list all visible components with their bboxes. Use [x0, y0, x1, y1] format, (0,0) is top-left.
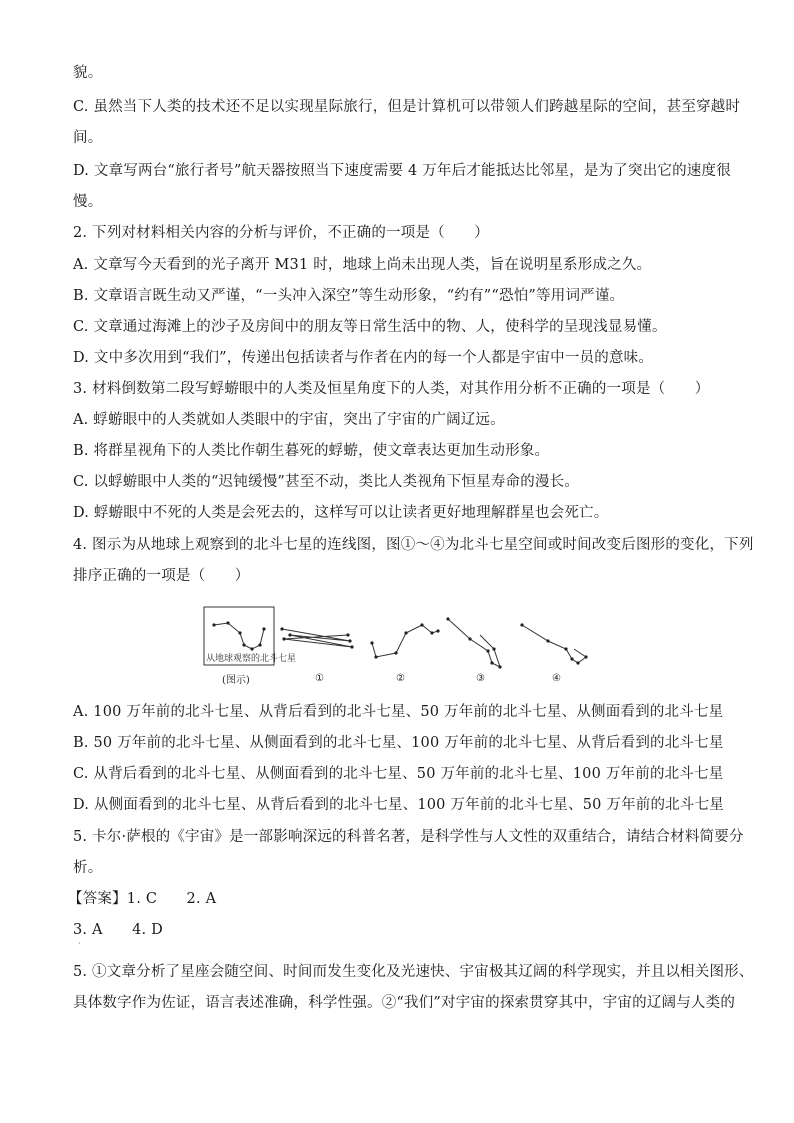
text-line: C. 虽然当下人类的技术还不足以实现星际旅行，但是计算机可以带领人们跨越星际的空间，甚至穿越时: [73, 99, 741, 115]
option-4b: B. 50 万年前的北斗七星、从侧面看到的北斗七星、100 万年前的北斗七星、从背后看到的北斗七星: [73, 735, 724, 751]
text-line: D. 文章写两台“旅行者号”航天器按照当下速度需要 4 万年后才能抵达比邻星，是为了突出它的速度很: [73, 163, 731, 179]
option-2b: B. 文章语言既生动又严谨，“一头冲入深空”等生动形象，“约有”“恐怕”等用词严谨。: [73, 288, 625, 304]
answer-5-line-2: 具体数字作为佐证，语言表述准确，科学性强。②“我们”对宇宙的探索贯穿其中，宇宙的辽阔与人类的: [73, 995, 736, 1011]
answer-line-1: 【答案】1. C 2. A: [68, 891, 217, 907]
figure-label-3: ③: [476, 673, 485, 684]
option-3b: B. 将群星视角下的人类比作朝生暮死的蜉蝣，使文章表达更加生动形象。: [73, 443, 550, 459]
option-3a: A. 蜉蝣眼中的人类就如人类眼中的宇宙，突出了宇宙的广阔辽远。: [73, 412, 505, 428]
option-2a: A. 文章写今天看到的光子离开 M31 时，地球上尚未出现人类，旨在说明星系形成之久。: [73, 257, 652, 273]
figure-box-caption: 从地球观察的北斗七星: [206, 654, 297, 664]
question-3-stem: 3. 材料倒数第二段写蜉蝣眼中的人类及恒星角度下的人类，对其作用分析不正确的一项是（ ）: [73, 381, 710, 397]
text-line: 慢。: [73, 194, 103, 210]
question-2-stem: 2. 下列对材料相关内容的分析与评价，不正确的一项是（ ）: [73, 225, 489, 241]
question-4-stem: 4. 图示为从地球上观察到的北斗七星的连线图，图①～④为北斗七星空间或时间改变后图形的变化，下列: [73, 537, 754, 553]
dipper-original: [214, 623, 264, 649]
text-line: 间。: [73, 130, 103, 146]
figure-label-2: ②: [396, 673, 405, 684]
question-4-stem-cont: 排序正确的一项是（ ）: [73, 568, 250, 584]
big-dipper-figure: [200, 605, 600, 693]
figure-label-main: (图示): [222, 675, 250, 686]
option-4c: C. 从背后看到的北斗七星、从侧面看到的北斗七星、50 万年前的北斗七星、100 万年前的北斗七星: [73, 766, 724, 782]
text-line: 貌。: [73, 65, 103, 81]
answer-5-line-1: 5. ①文章分析了星座会随空间、时间而发生变化及光速快、宇宙极其辽阔的科学现实，并且以相关图形、: [73, 964, 754, 980]
question-5-stem: 5. 卡尔·萨根的《宇宙》是一部影响深远的科普名著，是科学性与人文性的双重结合，请结合材料简要分: [73, 829, 744, 845]
figure-label-1: ①: [315, 673, 324, 684]
stray-dot: ·: [78, 939, 81, 948]
answer-line-2: 3. A 4. D: [73, 922, 163, 938]
option-2d: D. 文中多次用到“我们”，传递出包括读者与作者在内的每一个人都是宇宙中一员的意味。: [73, 350, 654, 366]
dipper-variant-4: [522, 625, 586, 663]
question-5-stem-cont: 析。: [73, 860, 103, 876]
dipper-variant-3: [448, 619, 500, 667]
dipper-variant-1: [282, 629, 352, 647]
option-3c: C. 以蜉蝣眼中人类的“迟钝缓慢”甚至不动，类比人类视角下恒星寿命的漫长。: [73, 474, 580, 490]
dipper-variant-2: [372, 625, 438, 657]
option-3d: D. 蜉蝣眼中不死的人类是会死去的，这样写可以让读者更好地理解群星也会死亡。: [73, 505, 609, 521]
figure-label-4: ④: [552, 673, 561, 684]
option-2c: C. 文章通过海滩上的沙子及房间中的朋友等日常生活中的物、人，使科学的呈现浅显易懂。: [73, 319, 667, 335]
option-4a: A. 100 万年前的北斗七星、从背后看到的北斗七星、50 万年前的北斗七星、从侧面看到的北斗七星: [73, 704, 724, 720]
option-4d: D. 从侧面看到的北斗七星、从背后看到的北斗七星、100 万年前的北斗七星、50 万年前的北斗七星: [73, 797, 724, 813]
